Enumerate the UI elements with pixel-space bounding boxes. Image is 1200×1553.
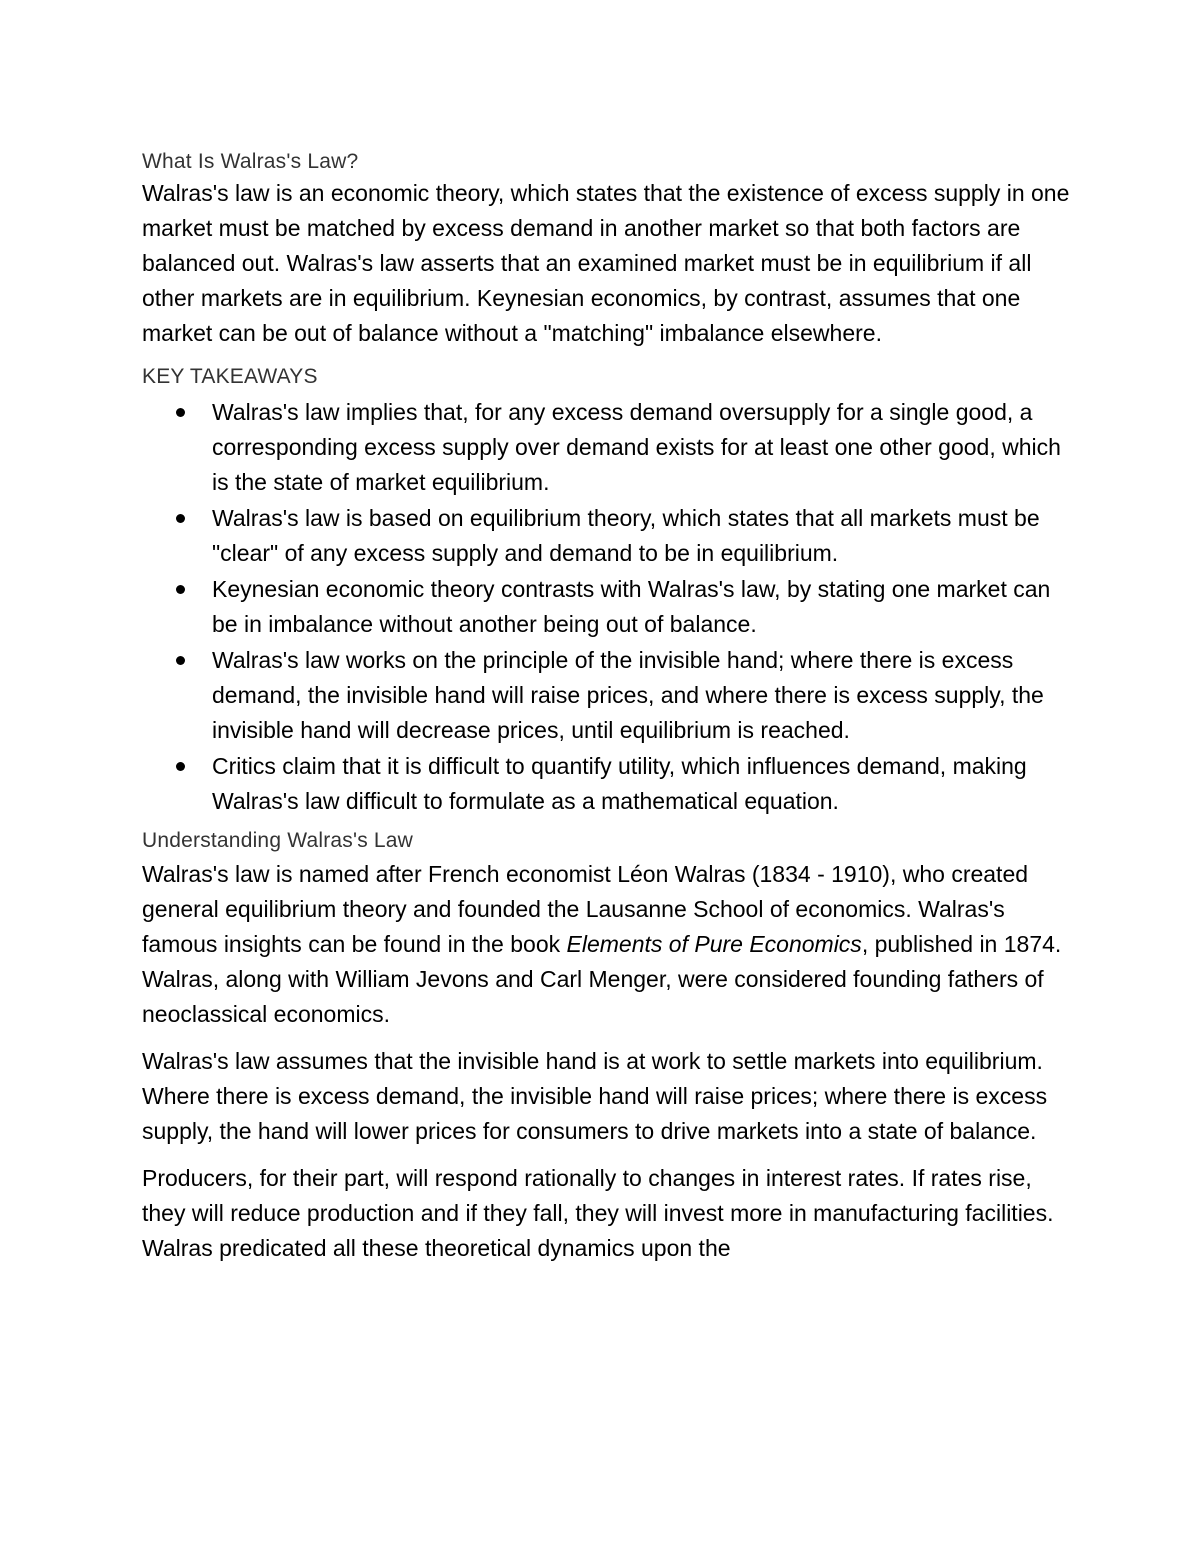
list-item-text: Keynesian economic theory contrasts with Walras's law, by stating one market can be in imbalance without another being out of balance. (212, 576, 1051, 637)
understanding-paragraph-1 (142, 857, 1072, 1032)
bullet-icon (176, 762, 185, 771)
document-page (142, 148, 1072, 1266)
section-heading-what-is: What Is Walras's Law? (142, 150, 359, 173)
understanding-paragraph-2: Walras's law assumes that the invisible hand is at work to settle markets into equilibrium. Where there is excess demand, the invisible hand will raise prices; where there is excess supply, the hand will lower prices for consumers to drive markets into a state of balance. (142, 1048, 1048, 1144)
list-item (142, 501, 1072, 571)
list-item-text: Walras's law is based on equilibrium theory, which states that all markets must be "clear" of any excess supply and demand to be in equilibrium. (212, 505, 1040, 566)
paragraph-text: , published in 1874. Walras, along with William Jevons and Carl Menger, were considered founding fathers of neoclassical economics. (142, 931, 1062, 1027)
bullet-icon (176, 408, 185, 417)
understanding-paragraph-3: Producers, for their part, will respond rationally to changes in interest rates. If rates rise, they will reduce production and if they fall, they will invest more in manufacturing facilities. Walras predicated all these theoretical dynamics upon the (142, 1165, 1054, 1261)
bullet-icon (176, 585, 185, 594)
list-item-text: Walras's law works on the principle of the invisible hand; where there is excess demand, the invisible hand will raise prices, and where there is excess supply, the invisible hand will decrease prices, until equilibrium is reached. (212, 647, 1044, 743)
list-item (142, 749, 1072, 819)
book-title: Elements of Pure Economics (566, 931, 862, 957)
key-takeaways-heading: KEY TAKEAWAYS (142, 365, 318, 388)
intro-paragraph: Walras's law is an economic theory, which states that the existence of excess supply in one market must be matched by excess demand in another market so that both factors are balanced out. Walras's law asserts that an examined market must be in equilibrium if all other markets are in equilibrium. Keynesian economics, by contrast, assumes that one market can be out of balance without a "matching" imbalance elsewhere. (142, 180, 1070, 346)
paragraph-text: Walras's law is named after French economist Léon Walras (1834 - 1910), who created general equilibrium theory and founded the Lausanne School of economics. Walras's famous insights can be found in the book (142, 861, 1029, 957)
list-item (142, 395, 1072, 500)
bullet-icon (176, 514, 185, 523)
list-item (142, 572, 1072, 642)
list-item-text: Walras's law implies that, for any excess demand oversupply for a single good, a corresponding excess supply over demand exists for at least one other good, which is the state of market equilibrium. (212, 399, 1061, 495)
list-item (142, 643, 1072, 748)
list-item-text: Critics claim that it is difficult to quantify utility, which influences demand, making Walras's law difficult to formulate as a mathematical equation. (212, 753, 1027, 814)
section-heading-understanding: Understanding Walras's Law (142, 829, 414, 852)
bullet-icon (176, 656, 185, 665)
key-takeaways-list (142, 395, 1072, 819)
